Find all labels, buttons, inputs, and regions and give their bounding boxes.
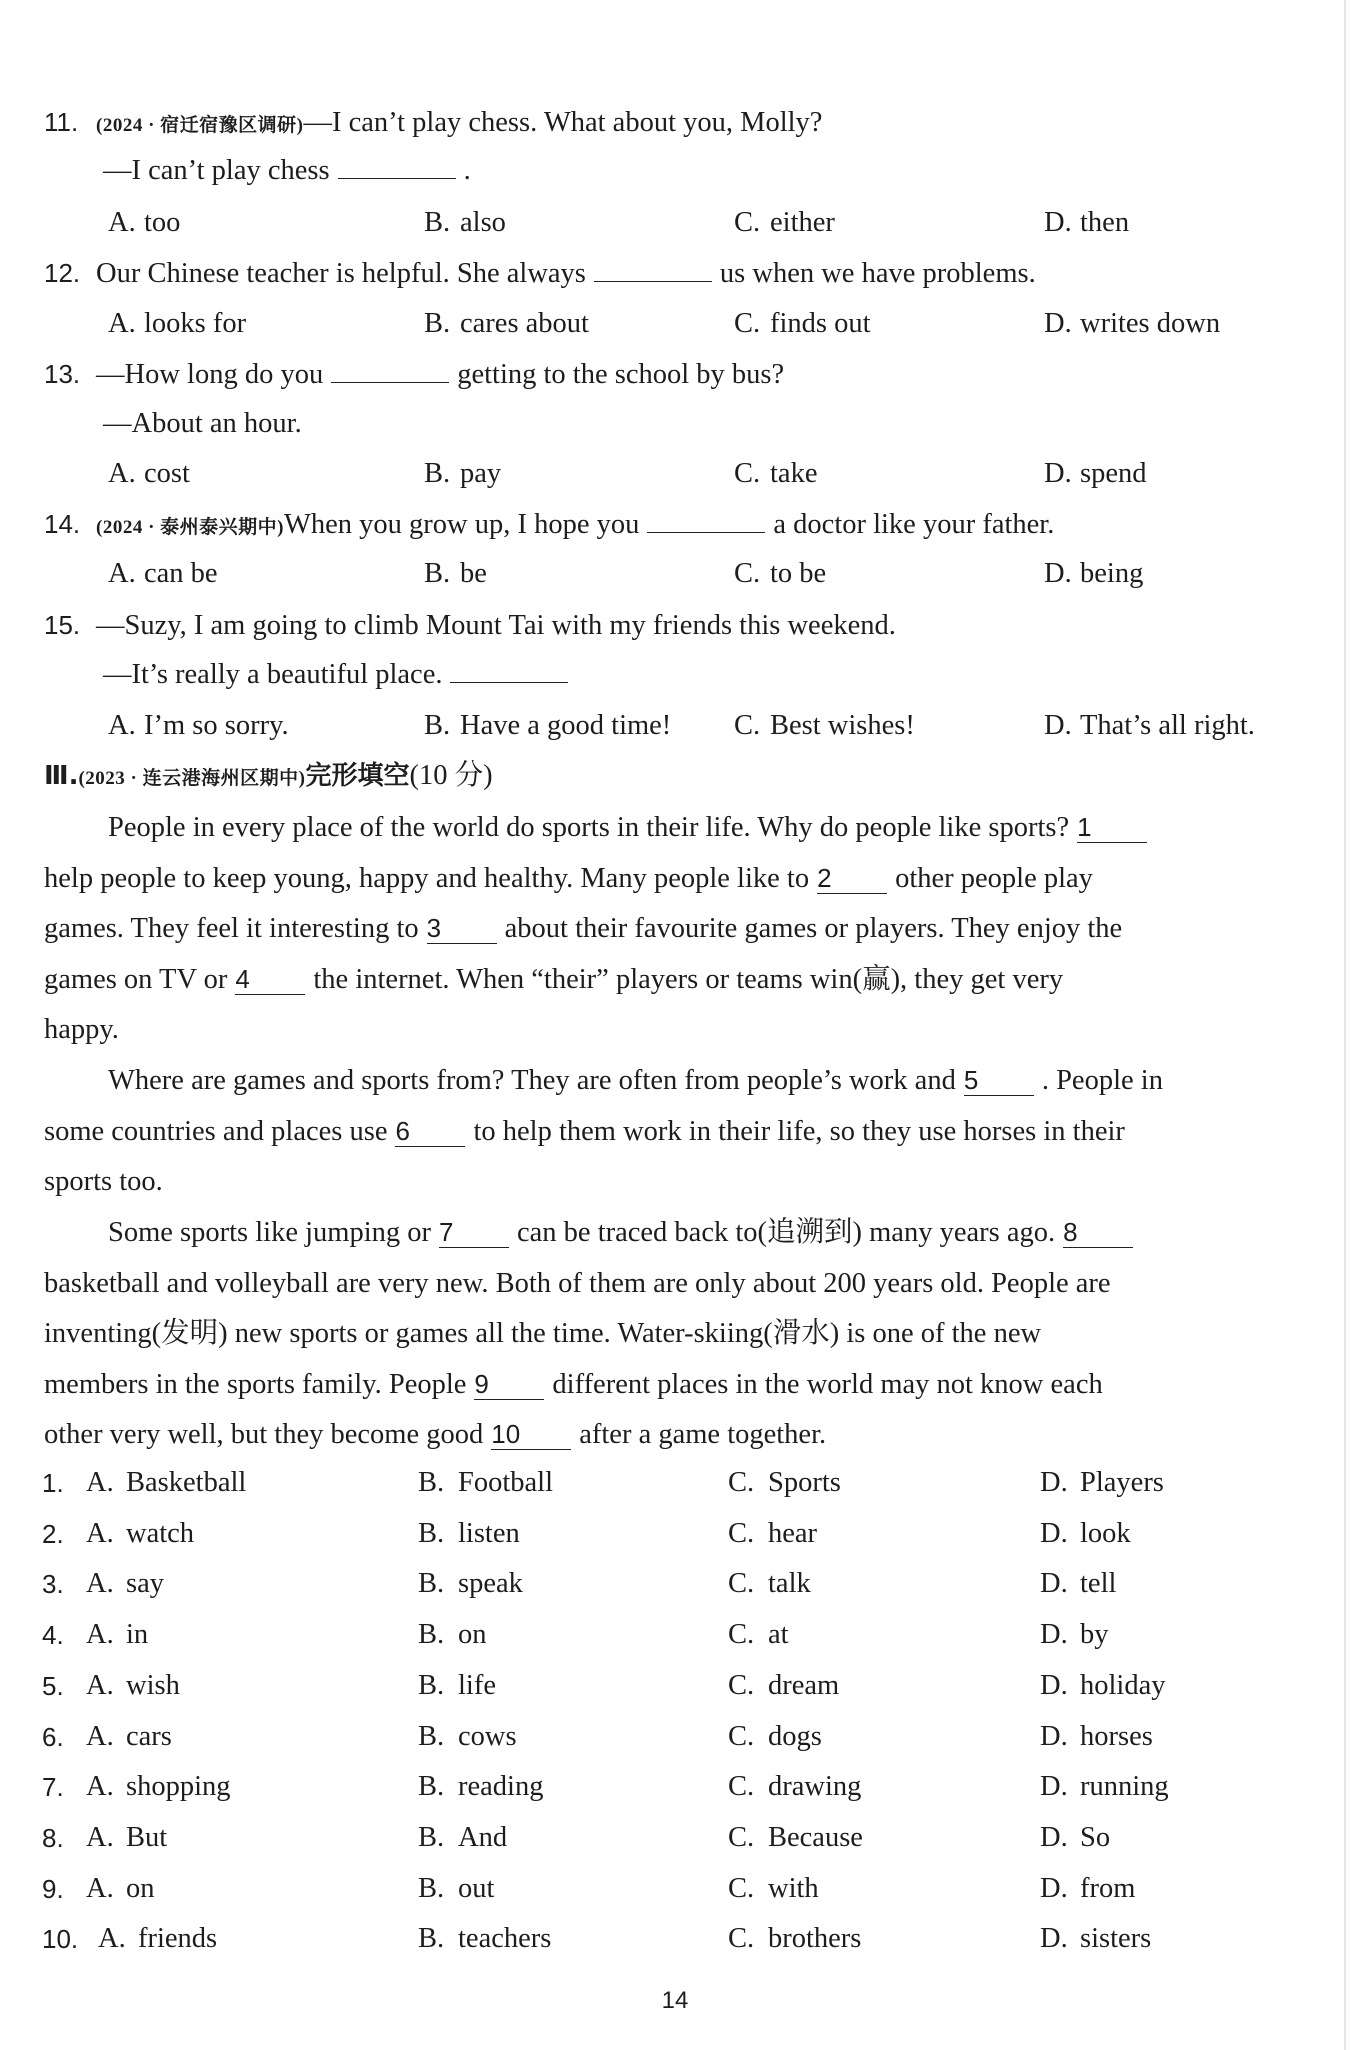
option-b[interactable] xyxy=(418,1920,551,1958)
passage-text: People in every place of the world do sports in their life. Why do people like sports? xyxy=(108,812,1070,843)
option-b[interactable] xyxy=(418,1464,553,1502)
option-text: reading xyxy=(458,1771,544,1803)
option-text: say xyxy=(126,1568,164,1600)
option-text: cares about xyxy=(460,308,589,339)
cloze-item-number: 4. xyxy=(42,1620,64,1651)
passage-text: other people play xyxy=(895,862,1093,894)
option-text: either xyxy=(770,207,835,238)
option-letter: C. xyxy=(734,558,761,589)
option-text: with xyxy=(768,1872,819,1904)
option-letter: C. xyxy=(734,710,761,741)
answer-blank[interactable] xyxy=(338,152,456,179)
option-text: Best wishes! xyxy=(770,710,915,741)
cloze-item-number: 2. xyxy=(42,1518,64,1549)
passage-text: sports too. xyxy=(44,1166,163,1197)
option-letter: A. xyxy=(98,1923,126,1955)
question-11-options xyxy=(0,204,1350,242)
option-b[interactable] xyxy=(424,555,487,593)
option-letter: C. xyxy=(728,1568,755,1600)
option-letter: D. xyxy=(1044,207,1072,238)
option-text: sisters xyxy=(1080,1923,1152,1955)
option-letter: A. xyxy=(108,558,136,589)
passage-text: games on TV or xyxy=(44,963,228,995)
option-c[interactable] xyxy=(734,555,826,593)
question-source: (2024 · 宿迁宿豫区调研) xyxy=(96,115,304,136)
option-text: teachers xyxy=(458,1923,552,1955)
option-c[interactable] xyxy=(734,305,871,343)
cloze-item-number: 1. xyxy=(42,1468,64,1498)
option-text: cows xyxy=(458,1720,517,1752)
passage-text: some countries and places use xyxy=(44,1115,388,1147)
option-a[interactable] xyxy=(108,455,190,493)
question-number: 11. xyxy=(44,107,79,137)
cloze-blank-3[interactable]: 3 xyxy=(427,913,497,944)
option-text: can be xyxy=(144,558,218,589)
option-text: watch xyxy=(126,1517,195,1549)
cloze-blank-2[interactable]: 2 xyxy=(817,863,887,894)
cloze-option-row xyxy=(0,1768,1350,1806)
option-c[interactable] xyxy=(728,1768,861,1806)
option-b[interactable] xyxy=(418,1667,496,1705)
option-d[interactable] xyxy=(1040,1515,1131,1553)
passage-paragraph-2 xyxy=(44,1056,1319,1208)
section-score: (10 分) xyxy=(409,760,493,791)
option-d[interactable] xyxy=(1044,204,1129,242)
option-d[interactable] xyxy=(1044,555,1143,593)
option-text: running xyxy=(1080,1771,1169,1803)
option-text: to be xyxy=(770,558,827,589)
passage-text: the internet. When “their” players or teams win(赢), they get very xyxy=(313,963,1064,995)
option-letter: D. xyxy=(1044,308,1072,339)
option-letter: D. xyxy=(1044,458,1072,489)
question-response: —I can’t play chess xyxy=(103,155,330,186)
option-text: on xyxy=(126,1872,155,1904)
option-letter: B. xyxy=(418,1568,445,1600)
option-text: take xyxy=(770,458,818,489)
option-text: friends xyxy=(138,1923,218,1955)
cloze-item-number: 8. xyxy=(42,1822,64,1853)
answer-blank[interactable] xyxy=(450,656,568,683)
option-letter: D. xyxy=(1040,1872,1068,1904)
option-letter: D. xyxy=(1040,1568,1068,1600)
option-text: out xyxy=(458,1872,495,1904)
question-prompt: —Suzy, I am going to climb Mount Tai with my friends this weekend. xyxy=(96,610,896,641)
option-a[interactable] xyxy=(86,1667,180,1705)
question-prompt: Our Chinese teacher is helpful. She always xyxy=(96,258,586,289)
option-text: finds out xyxy=(770,308,871,339)
question-12 xyxy=(44,254,1319,293)
question-prompt: —I can’t play chess. What about you, Molly? xyxy=(303,107,823,138)
option-text: writes down xyxy=(1080,308,1221,339)
option-letter: A. xyxy=(108,458,136,489)
answer-blank[interactable] xyxy=(331,356,449,383)
option-letter: C. xyxy=(728,1467,755,1498)
option-text: also xyxy=(460,207,506,238)
option-d[interactable] xyxy=(1040,1920,1151,1958)
option-text: by xyxy=(1080,1619,1109,1651)
question-13-options xyxy=(0,455,1350,493)
option-letter: D. xyxy=(1040,1669,1068,1701)
option-letter: D. xyxy=(1044,558,1072,589)
question-11-line2 xyxy=(103,152,1350,190)
option-text: But xyxy=(126,1821,168,1853)
option-letter: B. xyxy=(418,1872,445,1904)
option-a[interactable] xyxy=(86,1870,155,1908)
option-b[interactable] xyxy=(418,1616,487,1654)
option-letter: A. xyxy=(86,1771,114,1803)
option-text: Players xyxy=(1080,1467,1164,1498)
option-letter: D. xyxy=(1040,1923,1068,1955)
option-c[interactable] xyxy=(734,707,915,745)
option-text: too xyxy=(144,207,181,238)
option-letter: A. xyxy=(108,710,136,741)
cloze-item-number: 3. xyxy=(42,1569,64,1600)
option-letter: C. xyxy=(728,1821,755,1853)
option-letter: C. xyxy=(734,207,761,238)
cloze-item-number: 6. xyxy=(42,1721,64,1752)
option-letter: B. xyxy=(424,207,451,238)
section-source: (2023 · 连云港海州区期中) xyxy=(78,768,306,789)
option-text: So xyxy=(1080,1821,1111,1853)
option-text: wish xyxy=(126,1669,180,1701)
option-b[interactable] xyxy=(418,1819,507,1857)
passage-text: inventing(发明) new sports or games all the time. Water-skiing(滑水) is one of the new xyxy=(44,1318,1042,1349)
cloze-blank-8[interactable]: 8 xyxy=(1063,1217,1133,1248)
cloze-blank-5[interactable]: 5 xyxy=(964,1065,1034,1096)
passage-text: after a game together. xyxy=(579,1419,827,1450)
option-letter: B. xyxy=(424,308,451,339)
question-source: (2024 · 泰州泰兴期中) xyxy=(96,517,284,538)
question-prompt: —How long do you xyxy=(96,359,324,390)
option-text: looks for xyxy=(144,308,247,339)
cloze-option-row xyxy=(0,1718,1350,1756)
option-c[interactable] xyxy=(728,1565,811,1603)
passage-text: . People in xyxy=(1041,1065,1163,1096)
section-heading xyxy=(44,757,1319,798)
option-a[interactable] xyxy=(108,707,289,745)
punctuation: . xyxy=(463,155,471,186)
option-c[interactable] xyxy=(728,1464,841,1502)
option-a[interactable] xyxy=(86,1464,246,1502)
option-text: at xyxy=(768,1619,789,1651)
option-text: look xyxy=(1080,1517,1131,1549)
option-letter: D. xyxy=(1040,1467,1068,1498)
option-c[interactable] xyxy=(728,1515,817,1553)
option-a[interactable] xyxy=(108,305,246,343)
question-14-options xyxy=(0,555,1350,593)
option-letter: C. xyxy=(728,1720,755,1752)
option-text: talk xyxy=(768,1568,811,1600)
option-letter: B. xyxy=(424,558,451,589)
option-text: dogs xyxy=(768,1720,822,1752)
option-letter: D. xyxy=(1040,1517,1068,1549)
passage-paragraph-3 xyxy=(44,1208,1319,1461)
cloze-blank-9[interactable]: 9 xyxy=(474,1369,544,1400)
question-prompt-end: us when we have problems. xyxy=(719,258,1036,289)
option-d[interactable] xyxy=(1040,1819,1110,1857)
passage-text: games. They feel it interesting to xyxy=(44,913,419,944)
option-letter: D. xyxy=(1044,710,1072,741)
option-text: cost xyxy=(144,458,190,489)
option-c[interactable] xyxy=(728,1616,789,1654)
option-d[interactable] xyxy=(1040,1870,1135,1908)
option-letter: D. xyxy=(1040,1619,1068,1651)
option-letter: B. xyxy=(424,458,451,489)
option-text: drawing xyxy=(768,1771,862,1803)
option-d[interactable] xyxy=(1044,707,1255,745)
question-number: 13. xyxy=(44,359,81,389)
option-letter: A. xyxy=(108,207,136,238)
passage-text: can be traced back to(追溯到) many years ago. xyxy=(517,1217,1056,1248)
section-numeral: Ⅲ. xyxy=(44,761,79,791)
option-letter: A. xyxy=(86,1669,114,1701)
question-response: —About an hour. xyxy=(103,408,302,439)
cloze-blank-1[interactable]: 1 xyxy=(1077,812,1147,843)
cloze-blank-4[interactable]: 4 xyxy=(235,964,305,995)
option-text: listen xyxy=(458,1517,520,1549)
option-text: on xyxy=(458,1619,487,1651)
cloze-option-row xyxy=(0,1464,1350,1502)
option-letter: D. xyxy=(1040,1720,1068,1752)
option-text: That’s all right. xyxy=(1080,710,1255,741)
option-letter: A. xyxy=(86,1568,114,1600)
option-text: from xyxy=(1080,1872,1136,1904)
option-letter: D. xyxy=(1040,1771,1068,1803)
answer-blank[interactable] xyxy=(647,506,765,533)
option-c[interactable] xyxy=(728,1819,863,1857)
option-b[interactable] xyxy=(424,305,589,343)
passage-text: Where are games and sports from? They are often from people’s work and xyxy=(108,1065,956,1096)
option-d[interactable] xyxy=(1040,1565,1116,1603)
option-letter: B. xyxy=(418,1771,445,1803)
question-11 xyxy=(44,103,1319,145)
option-c[interactable] xyxy=(728,1920,861,1958)
option-b[interactable] xyxy=(424,455,501,493)
option-d[interactable] xyxy=(1040,1667,1166,1705)
cloze-blank-7[interactable]: 7 xyxy=(439,1217,509,1248)
cloze-option-row xyxy=(0,1667,1350,1705)
option-text: brothers xyxy=(768,1923,862,1955)
question-13 xyxy=(44,355,1319,394)
option-b[interactable] xyxy=(424,204,506,242)
cloze-item-number: 10. xyxy=(42,1924,79,1955)
question-15-options xyxy=(0,707,1350,745)
option-text: hear xyxy=(768,1517,818,1549)
cloze-item-number: 9. xyxy=(42,1873,64,1904)
option-letter: B. xyxy=(418,1467,445,1498)
option-c[interactable] xyxy=(728,1870,819,1908)
option-letter: C. xyxy=(728,1872,755,1904)
passage-text: Some sports like jumping or xyxy=(108,1217,431,1248)
option-c[interactable] xyxy=(734,204,835,242)
passage-paragraph-1 xyxy=(44,803,1319,1056)
passage-text: members in the sports family. People xyxy=(44,1368,467,1400)
option-a[interactable] xyxy=(98,1920,217,1958)
option-a[interactable] xyxy=(108,204,180,242)
cloze-blank-6[interactable]: 6 xyxy=(395,1116,465,1147)
question-prompt-end: a doctor like your father. xyxy=(773,509,1055,540)
option-text: in xyxy=(126,1619,149,1651)
option-b[interactable] xyxy=(418,1718,517,1756)
option-text: And xyxy=(458,1821,508,1853)
option-text: dream xyxy=(768,1669,840,1701)
option-letter: B. xyxy=(424,710,451,741)
option-text: be xyxy=(460,558,487,589)
option-letter: A. xyxy=(86,1821,114,1853)
passage-text: to help them work in their life, so they use horses in their xyxy=(473,1115,1125,1147)
option-letter: A. xyxy=(86,1517,114,1549)
passage-text: other very well, but they become good xyxy=(44,1419,484,1450)
option-letter: A. xyxy=(86,1872,114,1904)
option-text: then xyxy=(1080,207,1130,238)
option-text: tell xyxy=(1080,1568,1117,1600)
option-letter: B. xyxy=(418,1821,445,1853)
passage-text: happy. xyxy=(44,1014,119,1045)
option-letter: D. xyxy=(1040,1821,1068,1853)
option-c[interactable] xyxy=(734,455,817,493)
option-text: Basketball xyxy=(126,1467,247,1498)
question-number: 14. xyxy=(44,509,81,539)
option-d[interactable] xyxy=(1044,455,1147,493)
question-number: 12. xyxy=(44,258,81,288)
option-text: Football xyxy=(458,1467,554,1498)
option-text: Have a good time! xyxy=(460,710,672,741)
option-letter: C. xyxy=(728,1669,755,1701)
option-b[interactable] xyxy=(418,1565,523,1603)
question-15-line2 xyxy=(103,656,1350,694)
option-letter: C. xyxy=(728,1771,755,1803)
cloze-option-row xyxy=(0,1870,1350,1908)
option-letter: C. xyxy=(728,1619,755,1651)
option-letter: B. xyxy=(418,1619,445,1651)
option-d[interactable] xyxy=(1044,305,1220,343)
option-letter: C. xyxy=(728,1517,755,1549)
option-b[interactable] xyxy=(418,1515,520,1553)
passage-text: basketball and volleyball are very new. Both of them are only about 200 years old. People are xyxy=(44,1267,1111,1299)
question-15 xyxy=(44,606,1319,645)
question-prompt: When you grow up, I hope you xyxy=(284,509,640,540)
option-text: Because xyxy=(768,1821,863,1853)
option-a[interactable] xyxy=(86,1515,194,1553)
cloze-item-number: 5. xyxy=(42,1670,64,1701)
option-a[interactable] xyxy=(86,1616,148,1654)
question-response: —It’s really a beautiful place. xyxy=(103,659,443,690)
option-b[interactable] xyxy=(418,1768,543,1806)
question-prompt-end: getting to the school by bus? xyxy=(457,359,785,390)
option-letter: B. xyxy=(418,1517,445,1549)
passage-text: about their favourite games or players. They enjoy the xyxy=(504,913,1123,944)
option-letter: B. xyxy=(418,1720,445,1752)
option-a[interactable] xyxy=(108,555,218,593)
cloze-option-row xyxy=(0,1515,1350,1553)
section-title: 完形填空 xyxy=(305,761,410,791)
option-c[interactable] xyxy=(728,1667,839,1705)
option-letter: B. xyxy=(418,1923,445,1955)
option-text: I’m so sorry. xyxy=(144,710,289,741)
option-letter: A. xyxy=(86,1467,114,1498)
option-d[interactable] xyxy=(1040,1616,1109,1654)
page-number: 14 xyxy=(661,1987,689,2014)
option-text: being xyxy=(1080,558,1144,589)
option-a[interactable] xyxy=(86,1819,167,1857)
question-12-options xyxy=(0,305,1350,343)
cloze-blank-10[interactable]: 10 xyxy=(491,1419,571,1450)
passage-text: different places in the world may not know each xyxy=(552,1368,1103,1400)
option-a[interactable] xyxy=(86,1718,172,1756)
option-letter: B. xyxy=(418,1669,445,1701)
option-letter: A. xyxy=(86,1619,114,1651)
option-b[interactable] xyxy=(424,707,671,745)
option-text: life xyxy=(458,1669,496,1701)
cloze-item-number: 7. xyxy=(42,1772,64,1803)
option-a[interactable] xyxy=(86,1768,231,1806)
cloze-option-row xyxy=(0,1616,1350,1654)
option-c[interactable] xyxy=(728,1718,822,1756)
option-letter: A. xyxy=(86,1720,114,1752)
option-letter: C. xyxy=(734,308,761,339)
passage-text: help people to keep young, happy and healthy. Many people like to xyxy=(44,862,810,894)
question-13-line2 xyxy=(103,405,1350,443)
cloze-option-row xyxy=(0,1920,1350,1958)
question-14 xyxy=(44,505,1319,547)
cloze-option-row xyxy=(0,1819,1350,1857)
option-d[interactable] xyxy=(1040,1718,1153,1756)
option-letter: C. xyxy=(734,458,761,489)
question-number: 15. xyxy=(44,610,81,640)
answer-blank[interactable] xyxy=(594,255,712,282)
option-text: speak xyxy=(458,1568,523,1600)
option-text: cars xyxy=(126,1720,172,1752)
option-text: spend xyxy=(1080,458,1147,489)
option-d[interactable] xyxy=(1040,1464,1164,1502)
option-letter: C. xyxy=(728,1923,755,1955)
option-letter: A. xyxy=(108,308,136,339)
option-b[interactable] xyxy=(418,1870,494,1908)
option-text: horses xyxy=(1080,1720,1153,1752)
option-text: holiday xyxy=(1080,1669,1166,1701)
option-text: shopping xyxy=(126,1771,231,1803)
option-a[interactable] xyxy=(86,1565,164,1603)
option-d[interactable] xyxy=(1040,1768,1169,1806)
cloze-option-row xyxy=(0,1565,1350,1603)
option-text: Sports xyxy=(768,1467,841,1498)
page-edge xyxy=(1344,0,1346,2050)
option-text: pay xyxy=(460,458,502,489)
